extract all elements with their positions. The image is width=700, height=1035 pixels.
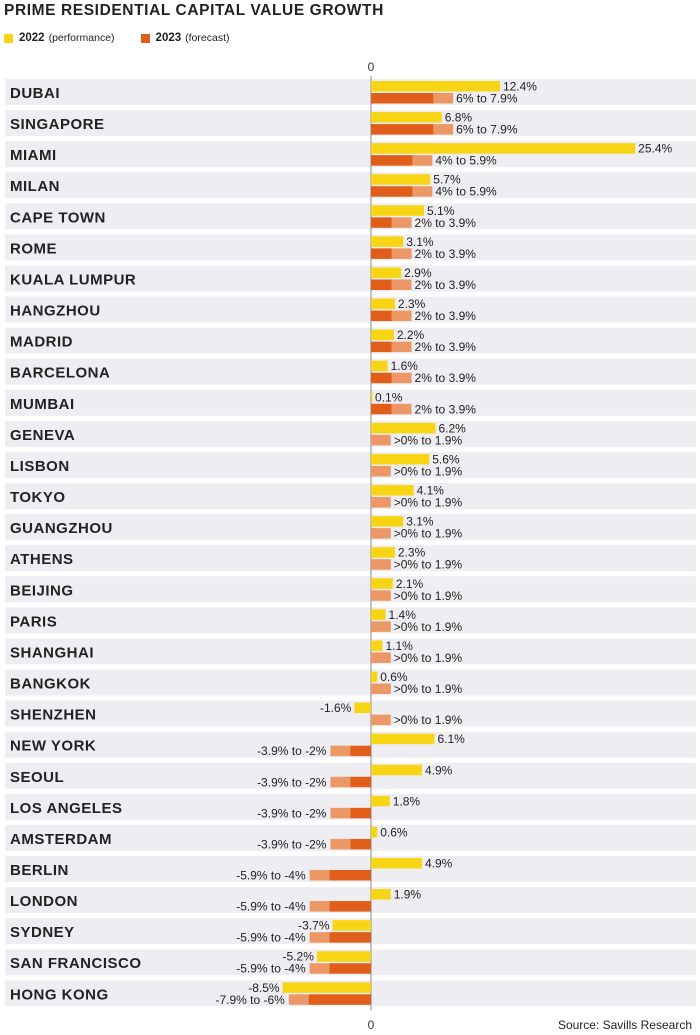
bar-2022-paris [371, 609, 386, 620]
bar-2023-core-seoul [350, 777, 371, 788]
bar-2023-range-paris [371, 621, 391, 632]
bar-2023-range-berlin [310, 870, 330, 881]
category-label-dubai: DUBAI [10, 85, 60, 102]
bar-2022-madrid [371, 330, 394, 341]
bar-2023-range-cape-town [392, 217, 412, 228]
legend-note-2023: (forecast) [185, 32, 230, 44]
bar-2023-range-tokyo [371, 497, 391, 508]
zero-axis-label-top: 0 [367, 60, 375, 74]
category-label-shanghai: SHANGHAI [10, 644, 95, 662]
bar-2022-athens [371, 547, 395, 558]
value-label-2023-lisbon: >0% to 1.9% [393, 464, 463, 479]
bar-2023-core-miami [371, 155, 413, 166]
value-label-2022-amsterdam: 0.6% [380, 825, 408, 840]
category-label-seoul: SEOUL [10, 768, 65, 786]
bar-2023-core-new-york [350, 746, 371, 757]
value-label-2023-los-angeles: -3.9% to -2% [257, 806, 327, 821]
bar-2023-range-beijing [371, 590, 391, 601]
bar-2023-range-amsterdam [330, 839, 350, 850]
value-label-2022-sydney: -3.7% [298, 918, 330, 933]
row-band-tokyo [5, 483, 696, 509]
bar-2022-hong-kong [283, 982, 371, 993]
bar-2022-bangkok [371, 672, 377, 683]
category-label-tokyo: TOKYO [10, 489, 66, 507]
bar-2023-core-sydney [329, 932, 371, 943]
bar-2022-hangzhou [371, 299, 395, 310]
bar-2023-range-barcelona [392, 373, 412, 384]
category-label-milan: MILAN [10, 178, 60, 196]
bar-2023-range-new-york [330, 746, 350, 757]
bar-2023-range-shenzhen [371, 715, 391, 726]
category-label-san-francisco: SAN FRANCISCO [10, 955, 142, 973]
chart-title: PRIME RESIDENTIAL CAPITAL VALUE GROWTH [4, 2, 384, 19]
value-label-2023-geneva: >0% to 1.9% [393, 433, 463, 448]
value-label-2022-shenzhen: -1.6% [320, 701, 352, 716]
category-label-london: LONDON [10, 893, 78, 911]
value-label-2023-hangzhou: 2% to 3.9% [414, 309, 476, 324]
category-label-rome: ROME [10, 240, 57, 258]
bar-2023-core-amsterdam [350, 839, 371, 850]
value-label-2022-paris: 1.4% [388, 607, 416, 622]
value-label-2023-athens: >0% to 1.9% [393, 557, 463, 572]
category-label-lisbon: LISBON [10, 457, 70, 475]
bar-2022-lisbon [371, 454, 429, 465]
value-label-2023-shanghai: >0% to 1.9% [393, 650, 463, 665]
bar-2022-seoul [371, 765, 422, 776]
category-label-singapore: SINGAPORE [10, 116, 105, 134]
bar-2022-barcelona [371, 361, 388, 372]
value-label-2023-tokyo: >0% to 1.9% [393, 495, 463, 510]
bar-2023-core-singapore [371, 124, 433, 135]
bar-2023-core-los-angeles [350, 808, 371, 819]
category-label-amsterdam: AMSTERDAM [10, 830, 112, 848]
row-band-hangzhou [5, 297, 696, 323]
bar-2023-range-miami [413, 155, 433, 166]
bar-2023-core-hong-kong [309, 994, 371, 1005]
value-label-2023-london: -5.9% to -4% [236, 899, 306, 914]
bar-2023-range-hong-kong [289, 994, 309, 1005]
bar-2022-amsterdam [371, 827, 377, 838]
value-label-2022-beijing: 2.1% [395, 576, 424, 591]
value-label-2022-tokyo: 4.1% [416, 483, 444, 498]
bar-2022-singapore [371, 112, 442, 123]
bar-2022-kuala-lumpur [371, 267, 401, 278]
bar-2023-core-rome [371, 248, 392, 259]
bar-2022-sydney [333, 920, 371, 931]
category-label-beijing: BEIJING [10, 582, 74, 600]
legend-year-2023: 2023 [155, 32, 182, 44]
category-label-bangkok: BANGKOK [10, 675, 91, 693]
category-label-berlin: BERLIN [10, 862, 69, 879]
row-band-athens [5, 545, 696, 571]
value-label-2022-bangkok: 0.6% [380, 670, 408, 685]
value-label-2023-rome: 2% to 3.9% [414, 246, 476, 261]
row-band-milan [5, 172, 696, 198]
value-label-2022-hong-kong: -8.5% [248, 980, 280, 995]
bar-2023-range-shanghai [371, 652, 391, 663]
value-label-2022-seoul: 4.9% [424, 763, 453, 778]
value-label-2022-cape-town: 5.1% [427, 203, 455, 218]
bar-2022-san-francisco [317, 951, 371, 962]
value-label-2022-lisbon: 5.6% [432, 452, 460, 467]
bar-2023-range-kuala-lumpur [392, 279, 412, 290]
bar-2022-mumbai [371, 392, 373, 403]
row-band-cape-town [5, 203, 696, 229]
category-label-sydney: SYDNEY [10, 924, 75, 942]
bar-2022-shanghai [371, 640, 382, 651]
bar-2023-core-madrid [371, 342, 392, 353]
value-label-2023-new-york: -3.9% to -2% [257, 744, 327, 759]
category-label-athens: ATHENS [10, 551, 74, 569]
value-label-2022-singapore: 6.8% [444, 110, 473, 125]
bar-2023-core-hangzhou [371, 311, 392, 322]
value-label-2023-madrid: 2% to 3.9% [414, 340, 476, 355]
bar-2022-miami [371, 143, 635, 154]
bar-2022-shenzhen [354, 703, 371, 714]
category-label-madrid: MADRID [10, 333, 73, 351]
value-label-2022-mumbai: 0.1% [375, 390, 403, 405]
value-label-2023-dubai: 6% to 7.9% [456, 91, 518, 106]
bar-2023-core-milan [371, 186, 413, 197]
row-band-beijing [5, 576, 696, 602]
value-label-2022-madrid: 2.2% [396, 328, 425, 343]
bar-2022-rome [371, 236, 403, 247]
value-label-2023-miami: 4% to 5.9% [435, 153, 497, 168]
row-band-singapore [5, 110, 696, 136]
value-label-2022-shanghai: 1.1% [385, 638, 413, 653]
category-label-guangzhou: GUANGZHOU [10, 520, 113, 538]
value-label-2022-los-angeles: 1.8% [392, 794, 421, 809]
bar-2023-range-singapore [433, 124, 453, 135]
value-label-2023-beijing: >0% to 1.9% [393, 588, 463, 603]
value-label-2022-dubai: 12.4% [502, 79, 537, 94]
bar-2023-range-lisbon [371, 466, 391, 477]
zero-axis-label-bottom: 0 [367, 1018, 375, 1032]
bar-2023-core-london [329, 901, 371, 912]
bar-2023-range-mumbai [392, 404, 412, 415]
value-label-2023-paris: >0% to 1.9% [393, 619, 463, 634]
bar-2023-range-athens [371, 559, 391, 570]
legend-note-2022: (performance) [48, 32, 115, 44]
value-label-2023-guangzhou: >0% to 1.9% [393, 526, 463, 541]
value-label-2023-seoul: -3.9% to -2% [257, 775, 327, 790]
bar-2023-range-guangzhou [371, 528, 391, 539]
value-label-2022-new-york: 6.1% [437, 732, 465, 747]
value-label-2023-sydney: -5.9% to -4% [236, 930, 306, 945]
category-label-new-york: NEW YORK [10, 737, 97, 755]
category-label-los-angeles: LOS ANGELES [10, 799, 123, 817]
row-band-geneva [5, 421, 696, 447]
bar-2022-london [371, 889, 391, 900]
bar-2023-range-sydney [310, 932, 330, 943]
bar-2022-berlin [371, 858, 422, 869]
category-label-hong-kong: HONG KONG [10, 986, 109, 1004]
source-note: Source: Savills Research [557, 1018, 692, 1032]
row-band-lisbon [5, 452, 696, 478]
value-label-2023-amsterdam: -3.9% to -2% [257, 837, 327, 852]
value-label-2023-san-francisco: -5.9% to -4% [236, 961, 306, 976]
bar-2023-core-barcelona [371, 373, 392, 384]
value-label-2022-milan: 5.7% [433, 172, 461, 187]
bar-2022-milan [371, 174, 430, 185]
value-label-2022-london: 1.9% [393, 887, 422, 902]
bar-2022-dubai [371, 81, 500, 92]
bar-2023-range-london [310, 901, 330, 912]
bar-2022-guangzhou [371, 516, 403, 527]
value-label-2023-cape-town: 2% to 3.9% [414, 215, 476, 230]
value-label-2023-milan: 4% to 5.9% [435, 184, 497, 199]
row-band-bangkok [5, 670, 696, 696]
value-label-2022-miami: 25.4% [638, 141, 673, 156]
value-label-2023-bangkok: >0% to 1.9% [393, 682, 463, 697]
value-label-2022-kuala-lumpur: 2.9% [404, 265, 432, 280]
bar-2022-tokyo [371, 485, 414, 496]
bar-2022-geneva [371, 423, 435, 434]
bar-2023-core-kuala-lumpur [371, 279, 392, 290]
row-band-mumbai [5, 390, 696, 416]
category-label-shenzhen: SHENZHEN [10, 706, 97, 724]
row-band-paris [5, 607, 696, 633]
category-label-paris: PARIS [10, 613, 58, 631]
bar-2023-range-hangzhou [392, 311, 412, 322]
category-label-geneva: GENEVA [10, 426, 76, 444]
value-label-2022-geneva: 6.2% [438, 421, 466, 436]
value-label-2023-berlin: -5.9% to -4% [236, 868, 306, 883]
bar-2023-range-los-angeles [330, 808, 350, 819]
row-band-madrid [5, 328, 696, 354]
value-label-2022-rome: 3.1% [406, 234, 434, 249]
bar-2023-range-san-francisco [310, 963, 330, 974]
value-label-2022-guangzhou: 3.1% [406, 514, 434, 529]
category-label-cape-town: CAPE TOWN [10, 209, 106, 227]
bar-2023-core-san-francisco [329, 963, 371, 974]
bar-2023-range-rome [392, 248, 412, 259]
value-label-2023-hong-kong: -7.9% to -6% [215, 992, 285, 1007]
value-label-2023-singapore: 6% to 7.9% [456, 122, 518, 137]
bar-2022-cape-town [371, 205, 424, 216]
bar-2023-core-cape-town [371, 217, 392, 228]
value-label-2023-mumbai: 2% to 3.9% [414, 402, 476, 417]
bar-2023-range-milan [413, 186, 433, 197]
value-label-2022-barcelona: 1.6% [390, 359, 418, 374]
category-label-mumbai: MUMBAI [10, 395, 75, 413]
value-label-2023-shenzhen: >0% to 1.9% [393, 713, 463, 728]
bar-2023-range-bangkok [371, 684, 391, 695]
value-label-2023-barcelona: 2% to 3.9% [414, 371, 476, 386]
bar-2023-range-dubai [433, 93, 453, 104]
value-label-2022-hangzhou: 2.3% [397, 297, 426, 312]
bar-2022-new-york [371, 734, 434, 745]
value-label-2022-berlin: 4.9% [424, 856, 453, 871]
bar-2023-range-madrid [392, 342, 412, 353]
bar-2023-range-geneva [371, 435, 391, 446]
bar-2022-beijing [371, 578, 393, 589]
category-label-miami: MIAMI [10, 147, 57, 165]
bar-2023-range-seoul [330, 777, 350, 788]
value-label-2023-kuala-lumpur: 2% to 3.9% [414, 277, 476, 292]
bar-2022-los-angeles [371, 796, 390, 807]
category-label-hangzhou: HANGZHOU [10, 302, 101, 320]
row-band-rome [5, 234, 696, 260]
category-label-kuala-lumpur: KUALA LUMPUR [10, 271, 137, 289]
bar-2023-core-dubai [371, 93, 433, 104]
value-label-2022-athens: 2.3% [397, 545, 426, 560]
category-label-barcelona: BARCELONA [10, 364, 111, 382]
legend-year-2022: 2022 [19, 32, 45, 44]
row-band-shanghai [5, 638, 696, 664]
bar-2023-core-berlin [329, 870, 371, 881]
value-label-2022-san-francisco: -5.2% [282, 949, 314, 964]
row-band-dubai [5, 79, 696, 105]
bar-2023-core-mumbai [371, 404, 392, 415]
